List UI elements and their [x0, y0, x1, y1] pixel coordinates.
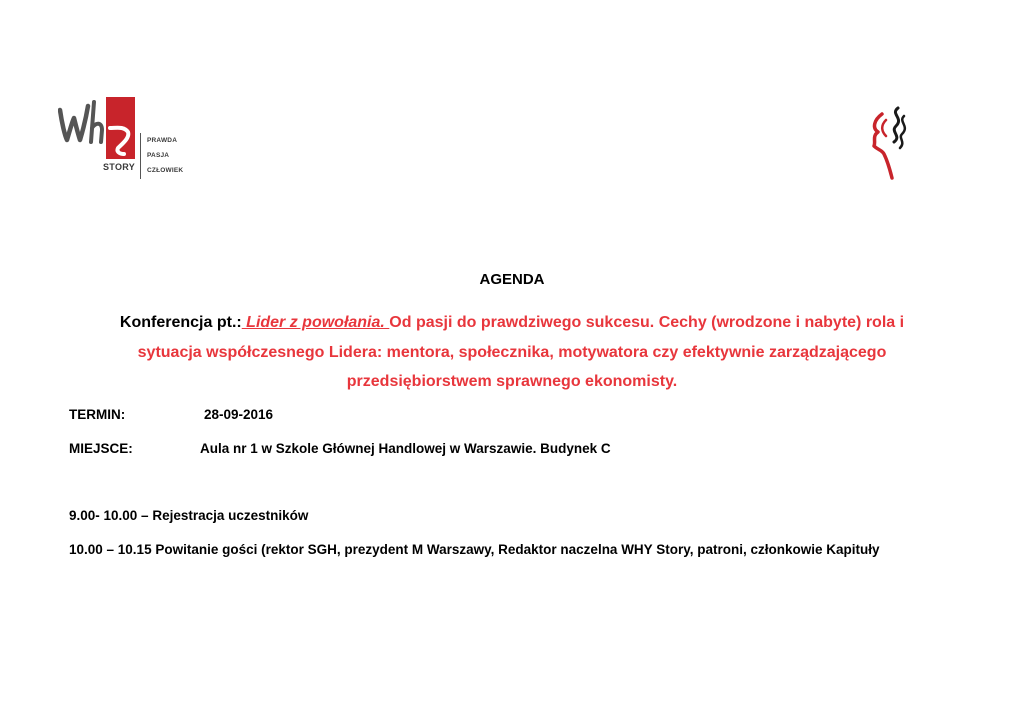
miejsce-value: Aula nr 1 w Szkole Głównej Handlowej w Warszawie. Budynek C [200, 441, 611, 456]
conference-line-1 [80, 308, 944, 338]
miejsce-row [69, 441, 611, 456]
logo-story-text: STORY [103, 162, 136, 172]
logo-tagline [140, 133, 183, 179]
termin-label: TERMIN: [69, 407, 126, 422]
agenda-item: 10.00 – 10.15 Powitanie gości (rektor SGH, prezydent M Warszawy, Redaktor naczelna WHY Story, patroni, członkowie Kapituły [69, 542, 880, 557]
conference-link[interactable]: Lider z powołania. [241, 314, 390, 331]
why-story-logo [58, 96, 188, 180]
conference-line-1-rest: Od pasji do prawdziwego sukcesu. Cechy (wrodzone i nabyte) rola i [389, 314, 905, 331]
agenda-item: 9.00- 10.00 – Rejestracja uczestników [69, 508, 309, 523]
miejsce-label: MIEJSCE: [69, 441, 133, 456]
conference-line-2: sytuacja współczesnego Lidera: mentora, społecznika, motywatora czy efektywnie zarządzającego [137, 343, 887, 361]
conference-title [80, 308, 944, 397]
termin-value: 28-09-2016 [204, 407, 274, 422]
faces-logo [868, 106, 912, 180]
conference-line-3: przedsiębiorstwem sprawnego ekonomisty. [346, 373, 678, 390]
termin-row [69, 407, 274, 422]
faces-logo-mark [868, 106, 912, 180]
agenda-title: AGENDA [479, 271, 545, 288]
logo-tag-czlowiek: CZŁOWIEK [147, 167, 184, 174]
conference-label: Konferencja pt.: [119, 314, 242, 331]
logo-tag-prawda: PRAWDA [147, 137, 178, 144]
logo-tag-pasja: PASJA [147, 152, 170, 159]
